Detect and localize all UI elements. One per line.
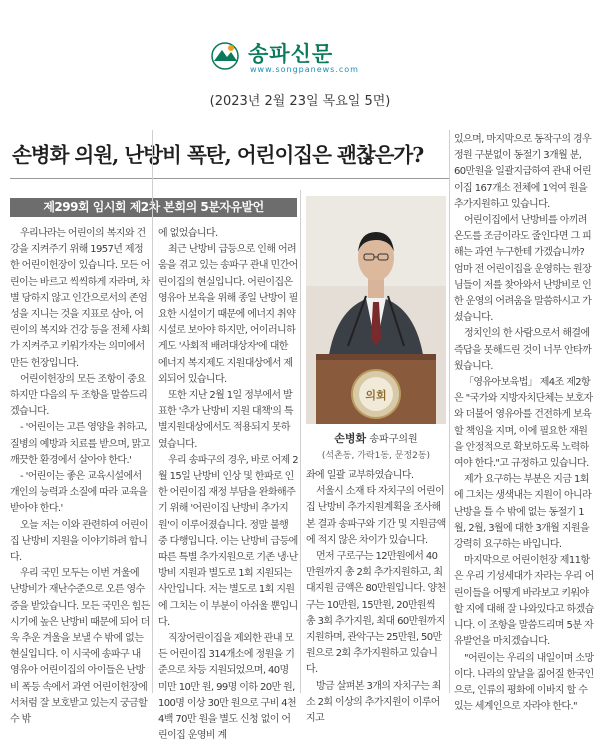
paragraph: 에 없었습니다. (158, 228, 218, 239)
paragraph: 서울시 소재 타 자치구의 어린이집 난방비 추가지원계획을 조사해 본 결과 송파구와 기간 및 지원금액에 적지 않은 차이가 있습니다. (306, 486, 446, 546)
paragraph: 먼저 구로구는 12만원에서 40만원까지 총 2회 추가지원하고, 최대지원 금액은 80만원입니다. 양천구는 10만원, 15만원, 20만원씩 총 3회 추가지원, 최대 60만원까지 지원하며, 관악구는 25만원, 50만원으로 2회 추가지원하고 있습니다. (306, 551, 446, 676)
podium-placard: 의회 (365, 389, 387, 402)
caption-district: (석촌동, 가락1동, 문정2동) (321, 451, 431, 461)
paragraph: 최근 난방비 급등으로 인해 어려움을 겪고 있는 송파구 관내 민간어린이집의 현실입니다. 어린이집은 영유아 보육을 위해 종일 난방이 필요한 시설이기 때문에 에너지 취약시설로 보아야 하지만, 어이러니하게도 '사회적 배려대상자'에 대한 에너지 복지제도 지원대상에서 제외되어 있습니다. (158, 244, 298, 385)
article-column-1 (10, 226, 150, 726)
paragraph: 우리나라는 어린이의 복지와 건강을 지켜주기 위해 1957년 제정한 어린이헌장이 있습니다. 모든 어린이는 바르고 씩씩하게 자라며, 차별 당하지 않고 인간으로서의 존엄성을 지니는 것을 지표로 삼아, 어린이의 복지와 건강 등을 전체 사회가 지켜주고 키워가자는 의미에서 만든 헌장입니다. (10, 228, 150, 369)
headline-divider (10, 178, 450, 179)
paragraph: 있으며, 마지막으로 동작구의 경우 정원 구분없이 동절기 3개월 분, 60만원을 일괄지급하여 관내 어린이집 167개소 전체에 1억여 원을 추가지원하고 있습니다. (454, 134, 592, 210)
paragraph: 우리 송파구의 경우, 바로 어제 2월 15일 난방비 인상 및 한파로 인한 어린이집 재정 부담을 완화해주기 위해 '어린이집 난방비 추가지원'이 이루어졌습니다. 정말 불행 중 다행입니다. 이는 난방비 급등에 따른 특별 추가지원으로 기존 냉·난방비 지원과 별도로 1회 지원되는 사안입니다. 저는 별도로 1회 지원에 그치는 이 부분이 아쉬울 뿐입니다. (158, 454, 298, 628)
caption-name: 손병화 (334, 432, 367, 445)
paragraph: 마지막으로 어린이헌장 제11항은 우리 기성세대가 자라는 우리 어린이들을 어떻게 바라보고 키워야할 지에 대해 잘 나와있다고 하겠습니다. 이 조항을 말씀드리며 5분 자유발언을 마치겠습니다. (454, 555, 594, 648)
paragraph: 또한 지난 2월 1일 정부에서 발표한 '추가 난방비 지원 대책'의 특별지원대상에서도 적용되지 못하였습니다. (158, 390, 293, 450)
logo (210, 38, 400, 78)
paragraph: 좌에 일괄 교부하였습니다. (306, 470, 414, 481)
masthead (0, 0, 600, 118)
paragraph: 어린이헌장의 모든 조항이 중요하지만 다음의 두 조항을 말씀드리겠습니다. (10, 373, 148, 418)
paragraph: 제가 요구하는 부분은 지금 1회에 그치는 생색내는 지원이 아니라 난방을 틀 수 밖에 없는 동절기 1월, 2월, 3월에 대한 3개월 지원을 강력히 요구하는 바입니다. (454, 474, 592, 551)
paragraph: 우리 국민 모두는 이번 겨울에 난방비가 재난수준으로 오른 영수증을 받았습니다. 모든 국민은 힘든 시기에 높은 난방비 때문에 되어 더 욱 추운 겨울을 보낼 수 밖에 없는 현실입니다. 이 시국에 송파구 내 영유아 어린이집의 아이들은 난방비 폭등 속에서 과연 어린이헌장에서처럼 잘 보호받고 있는지 궁금할 수 밖 (10, 568, 150, 726)
paragraph: 「영유아보육법」 제4조 제2항은 "국가와 지방자치단체는 보호자와 더불어 영유아를 건전하게 보육할 책임을 지며, 이에 필요한 재원을 안정적으로 확보하도록 노력하여야 한다."고 규정하고 있습니다. (454, 377, 593, 470)
newspaper-url: www.songpanews.com (250, 65, 359, 74)
column-divider (152, 130, 153, 693)
newspaper-name: 송파신문 (248, 42, 334, 66)
paragraph: 오늘 저는 이와 관련하여 어린이집 난방비 지원을 이야기하려 합니다. (10, 519, 149, 564)
article-column-3 (306, 468, 446, 725)
column-divider (300, 190, 301, 693)
paragraph: 직장어린이집을 제외한 관내 모든 어린이집 314개소에 정원을 기준으로 차등 지원되었으며, 40명 미만 10만 원, 99명 이하 20만 원, 100명 이상 30만 원으로 구비 4천 4백 70만 원을 별도 신청 없이 어린이집 운영비 계 (158, 633, 297, 742)
dateline: (2023년 2월 23일 목요일 5면) (209, 94, 391, 109)
photo-caption (306, 430, 446, 461)
songpa-news-logo-icon (210, 40, 240, 70)
paragraph: "어린이는 우리의 내일이며 소망이다. 나라의 앞날을 짊어질 한국인으로, 인류의 평화에 이바지 할 수 있는 세계인으로 자라야 한다." (454, 652, 594, 713)
article-subhead: 제299회 임시회 제2차 본회의 5분자유발언 (10, 198, 297, 217)
paragraph: 정치인의 한 사람으로서 해결에 즉답을 못해드린 것이 너무 안타까웠습니다. (454, 328, 592, 372)
caption-role: 송파구의원 (369, 434, 418, 445)
article-column-4 (454, 132, 594, 713)
paragraph: - '어린이는 좋은 교육시설에서 개인의 능력과 소질에 따라 교육을 받아야 한다.' (10, 471, 148, 515)
column-divider (449, 130, 450, 693)
article-column-2 (158, 226, 298, 742)
councilor-photo (306, 196, 446, 424)
paragraph: 방금 살펴본 3개의 자치구는 최소 2회 이상의 추가지원이 이루어지고 (306, 680, 441, 725)
paragraph: - '어린이는 고른 영양을 취하고, 질병의 예방과 치료를 받으며, 맑고 깨끗한 환경에서 살아야 한다.' (10, 422, 150, 466)
paragraph: 어린이집에서 난방비를 아끼려 온도를 조금이라도 줄인다면 그 피해는 과연 누구한테 가겠습니까? 엄마 전 어린이집을 운영하는 원장님들이 저를 찾아와서 난방비로 인한 운영의 어려움을 말씀하시고 가셨습니다. (454, 215, 592, 324)
article-headline: 손병화 의원, 난방비 폭탄, 어린이집은 괜찮은가? (12, 143, 424, 167)
